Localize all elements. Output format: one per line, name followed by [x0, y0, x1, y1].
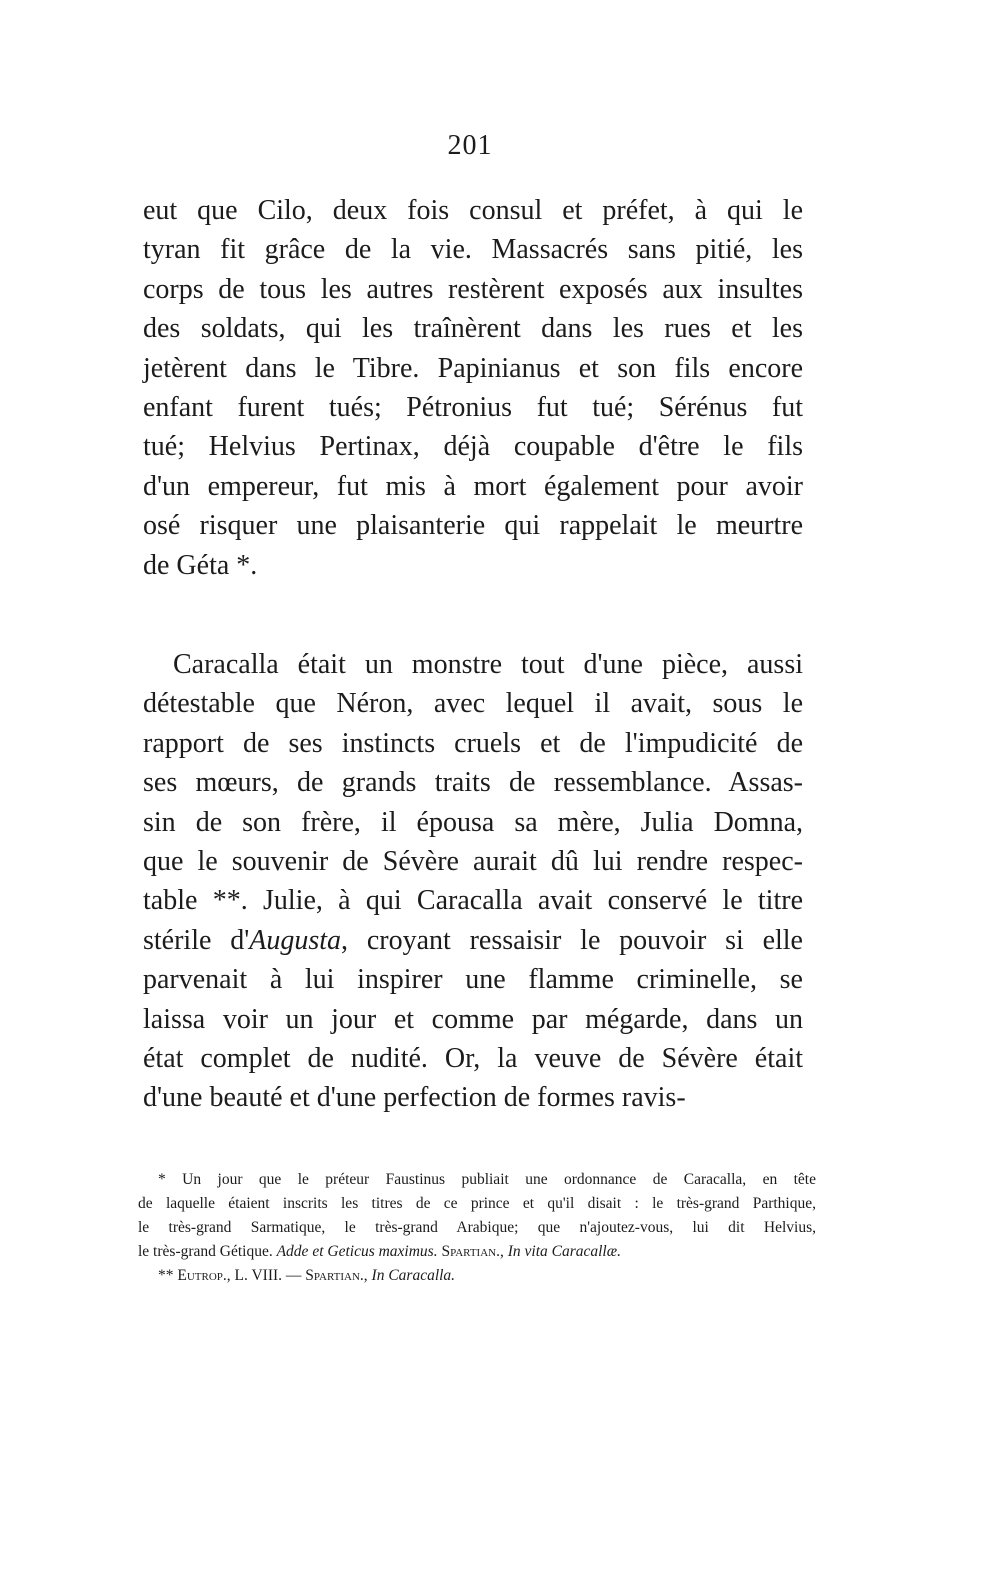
- text-line: tué; Helvius Pertinax, déjà coupable d'être le fils: [143, 431, 803, 463]
- text-line: rapport de ses instincts cruels et de l'impudicité de: [143, 727, 803, 759]
- footnote-segment: le très-grand Gétique.: [138, 1243, 277, 1260]
- text-line: état complet de nudité. Or, la veuve de Sévère était: [143, 1042, 803, 1074]
- text-line: que le souvenir de Sévère aurait dû lui rendre respec-: [143, 845, 803, 877]
- text-line: corps de tous les autres restèrent exposés aux insultes: [143, 273, 803, 305]
- footnote-source: Eutrop.: [177, 1267, 227, 1284]
- text-segment: , croyant ressaisir le pouvoir si elle: [341, 924, 803, 956]
- footnote-line: * Un jour que le préteur Faustinus publiait une ordonnance de Caracalla, en tête: [158, 1171, 816, 1188]
- footnotes: [138, 1168, 816, 1288]
- footnote-line: [138, 1264, 816, 1288]
- text-line: osé risquer une plaisanterie qui rappelait le meurtre: [143, 510, 803, 542]
- footnote-line: de laquelle étaient inscrits les titres de ce prince et qu'il disait : le très-grand Parthique,: [138, 1195, 816, 1212]
- text-line: d'un empereur, fut mis à mort également pour avoir: [143, 470, 803, 502]
- text-line: enfant furent tués; Pétronius fut tué; Sérénus fut: [143, 391, 803, 423]
- footnote-source: Spartian.: [305, 1267, 364, 1284]
- text-line: détestable que Néron, avec lequel il avait, sous le: [143, 688, 803, 720]
- text-line: parvenait à lui inspirer une flamme criminelle, se: [143, 964, 803, 996]
- text-line: des soldats, qui les traînèrent dans les rues et les: [143, 313, 803, 345]
- text-line: jetèrent dans le Tibre. Papinianus et son fils encore: [143, 352, 803, 384]
- footnote-segment: , L. VIII. —: [226, 1267, 306, 1284]
- text-line: table **. Julie, à qui Caracalla avait conservé le titre: [143, 885, 803, 917]
- footnote-segment: ,: [363, 1267, 372, 1284]
- footnote-quote: Adde et Geticus maximus.: [276, 1243, 438, 1260]
- footnote-line: le très-grand Sarmatique, le très-grand Arabique; que n'ajoutez-vous, lui dit Helvius,: [138, 1219, 816, 1236]
- page-number: 201: [447, 130, 493, 161]
- text-line: sin de son frère, il épousa sa mère, Julia Domna,: [143, 806, 803, 838]
- footnote-work: In Caracalla.: [371, 1267, 456, 1284]
- footnote-source: Spartian.: [437, 1243, 500, 1260]
- footnote-line: [138, 1240, 816, 1264]
- text-segment: stérile d': [143, 924, 250, 956]
- text-line: d'une beauté et d'une perfection de formes ravis-: [143, 1082, 686, 1114]
- footnote-segment: ,: [499, 1243, 508, 1260]
- paragraph-2: [143, 645, 803, 1118]
- text-line: Caracalla était un monstre tout d'une pièce, aussi: [173, 649, 803, 680]
- text-line: de Géta *.: [143, 549, 258, 581]
- footnote-marker: **: [158, 1267, 178, 1284]
- footnote-work: In vita Caracallæ.: [507, 1243, 621, 1260]
- text-line: eut que Cilo, deux fois consul et préfet, à qui le: [143, 195, 803, 226]
- text-line: tyran fit grâce de la vie. Massacrés sans pitié, les: [143, 234, 803, 266]
- paragraph-1: [143, 191, 803, 585]
- italic-title: Augusta: [249, 924, 342, 956]
- text-line: ses mœurs, de grands traits de ressemblance. Assas-: [143, 767, 803, 799]
- text-line: [143, 921, 803, 960]
- text-line: laissa voir un jour et comme par mégarde, dans un: [143, 1003, 803, 1035]
